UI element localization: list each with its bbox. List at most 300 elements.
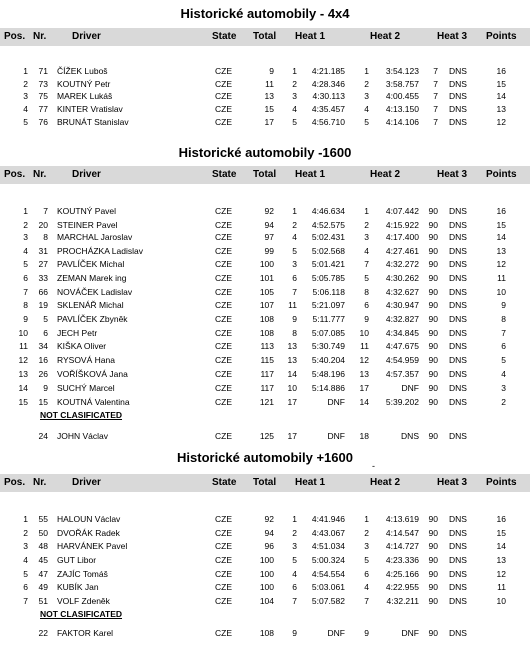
cell-total: 121: [259, 397, 274, 407]
cell-h3r: 90: [428, 555, 438, 565]
cell-h1r: 5: [292, 117, 297, 127]
column-header-heat3: Heat 3: [437, 31, 468, 42]
cell-pos: 1: [23, 206, 28, 216]
cell-h2t: 4:32.211: [386, 596, 419, 606]
cell-points: 11: [497, 582, 506, 592]
cell-h3r: 7: [433, 117, 438, 127]
cell-h1t: 4:28.346: [311, 79, 345, 89]
cell-h1t: 5:48.196: [311, 369, 345, 379]
cell-points: 4: [501, 369, 506, 379]
cell-pos: 2: [23, 79, 28, 89]
cell-h2r: 9: [364, 628, 369, 638]
column-header-total: Total: [253, 477, 277, 488]
cell-h1r: 1: [292, 206, 297, 216]
cell-h2r: 17: [359, 383, 369, 393]
cell-h3r: 7: [433, 66, 438, 76]
cell-h1r: 6: [292, 582, 297, 592]
cell-nr: 66: [38, 287, 48, 297]
cell-h3t: DNS: [449, 582, 467, 592]
cell-h1t: 4:21.185: [311, 66, 345, 76]
cell-h3t: DNS: [449, 431, 467, 441]
cell-driver: ČÍŽEK Luboš: [57, 66, 108, 76]
cell-h1r: 4: [292, 232, 297, 242]
cell-total: 117: [260, 383, 274, 393]
cell-pos: 8: [23, 300, 28, 310]
cell-total: 99: [264, 246, 274, 256]
cell-points: 5: [501, 355, 506, 365]
cell-h1r: 9: [292, 314, 297, 324]
cell-nr: 55: [38, 514, 48, 524]
cell-state: CZE: [215, 514, 232, 524]
cell-h1r: 13: [287, 355, 297, 365]
cell-h1t: 4:41.946: [311, 514, 345, 524]
cell-h3r: 90: [428, 220, 438, 230]
cell-nr: 73: [38, 79, 48, 89]
cell-driver: GUT Libor: [57, 555, 97, 565]
cell-pos: 12: [18, 355, 28, 365]
cell-points: 16: [496, 66, 506, 76]
cell-pos: 1: [23, 514, 28, 524]
cell-driver: PAVLÍČEK Zbyněk: [57, 314, 128, 324]
cell-h2r: 18: [359, 431, 369, 441]
cell-h3t: DNS: [449, 104, 467, 114]
cell-total: 96: [264, 541, 274, 551]
cell-total: 100: [259, 569, 274, 579]
cell-driver: BRUNÁT Stanislav: [57, 117, 129, 127]
cell-nr: 20: [38, 220, 48, 230]
cell-total: 100: [259, 582, 274, 592]
cell-state: CZE: [215, 220, 232, 230]
cell-h2r: 1: [364, 514, 369, 524]
cell-h1t: 5:40.204: [311, 355, 345, 365]
cell-h1r: 11: [288, 300, 297, 310]
cell-h2r: 10: [359, 328, 369, 338]
cell-pos: 2: [23, 220, 28, 230]
cell-state: CZE: [215, 528, 232, 538]
cell-h1r: 2: [292, 220, 297, 230]
cell-total: 108: [259, 628, 274, 638]
not-classified-heading: NOT CLASIFICATED: [40, 609, 123, 619]
cell-h2t: 4:07.442: [385, 206, 419, 216]
cell-h2r: 11: [360, 341, 369, 351]
column-header-heat2: Heat 2: [370, 169, 401, 180]
cell-total: 94: [264, 220, 274, 230]
cell-h2r: 2: [364, 220, 369, 230]
cell-state: CZE: [215, 259, 232, 269]
cell-driver: DVOŘÁK Radek: [57, 528, 120, 538]
cell-h1t: 5:21.097: [311, 300, 345, 310]
cell-total: 104: [259, 596, 274, 606]
cell-h3t: DNS: [449, 91, 467, 101]
column-header-points: Points: [486, 477, 517, 488]
cell-points: 14: [496, 541, 506, 551]
cell-nr: 50: [38, 528, 48, 538]
cell-points: 12: [496, 117, 506, 127]
cell-pos: 6: [23, 582, 28, 592]
cell-h3t: DNS: [449, 528, 467, 538]
cell-state: CZE: [215, 246, 232, 256]
section-title: Historické automobily - 4x4: [180, 6, 350, 21]
cell-h2t: DNF: [401, 628, 419, 638]
table-row: [0, 328, 530, 340]
cell-driver: JOHN Václav: [57, 431, 109, 441]
cell-h3t: DNS: [449, 383, 467, 393]
cell-h3t: DNS: [449, 117, 467, 127]
table-row: [0, 569, 530, 581]
cell-h2r: 4: [364, 246, 369, 256]
cell-nr: 49: [38, 582, 48, 592]
section-title: Historické automobily -1600: [178, 145, 352, 160]
cell-h2r: 5: [364, 555, 369, 565]
cell-state: CZE: [215, 582, 232, 592]
cell-h1t: 4:54.554: [311, 569, 345, 579]
cell-pos: 14: [18, 383, 28, 393]
cell-points: 15: [496, 79, 506, 89]
table-row: [0, 91, 530, 103]
cell-h3t: DNS: [449, 328, 467, 338]
cell-total: 11: [265, 79, 274, 89]
cell-total: 13: [264, 91, 274, 101]
column-header-pos: Pos.: [4, 169, 26, 180]
cell-h3r: 90: [428, 628, 438, 638]
cell-points: 9: [501, 300, 506, 310]
table-row: [0, 104, 530, 116]
cell-state: CZE: [215, 341, 232, 351]
cell-h3r: 90: [428, 431, 438, 441]
cell-pos: 5: [23, 569, 28, 579]
cell-h2t: 4:22.955: [385, 582, 419, 592]
cell-h3r: 7: [433, 91, 438, 101]
column-header-total: Total: [253, 31, 277, 42]
cell-points: 3: [501, 383, 506, 393]
cell-h3r: 90: [428, 300, 438, 310]
cell-nr: 5: [43, 314, 48, 324]
cell-h3t: DNS: [449, 314, 467, 324]
cell-h2t: 5:39.202: [385, 397, 419, 407]
cell-driver: HARVÁNEK Pavel: [57, 541, 128, 551]
cell-h2t: 4:13.150: [385, 104, 419, 114]
cell-driver: SKLENÁŘ Michal: [57, 300, 124, 310]
cell-h3t: DNS: [449, 569, 467, 579]
cell-nr: 71: [38, 66, 48, 76]
cell-h3t: DNS: [449, 596, 467, 606]
table-header: [0, 474, 530, 492]
table-row: [0, 528, 530, 540]
cell-h1r: 10: [287, 383, 297, 393]
cell-h1r: 1: [292, 514, 297, 524]
cell-h1r: 8: [292, 328, 297, 338]
cell-total: 100: [259, 259, 274, 269]
cell-nr: 45: [38, 555, 48, 565]
not-classified-heading: NOT CLASIFICATED: [40, 410, 123, 420]
cell-points: 14: [496, 232, 506, 242]
cell-state: CZE: [215, 328, 232, 338]
cell-h3r: 90: [428, 259, 438, 269]
cell-h1r: 3: [292, 541, 297, 551]
cell-driver: PAVLÍČEK Michal: [57, 259, 125, 269]
cell-h3t: DNS: [449, 232, 467, 242]
cell-h1r: 9: [292, 628, 297, 638]
table-row: [0, 246, 530, 258]
table-row: [0, 287, 530, 299]
cell-h1r: 5: [292, 246, 297, 256]
cell-points: 7: [501, 328, 506, 338]
cell-h1r: 4: [292, 569, 297, 579]
table-row: [0, 220, 530, 232]
cell-pos: 11: [19, 341, 28, 351]
cell-h3t: DNS: [449, 341, 467, 351]
cell-state: CZE: [215, 541, 232, 551]
cell-h3t: DNS: [449, 369, 467, 379]
column-header-driver: Driver: [72, 169, 101, 180]
cell-h2r: 1: [364, 206, 369, 216]
cell-h1t: 4:43.067: [311, 528, 345, 538]
table-row: [0, 555, 530, 567]
cell-h1r: 2: [292, 79, 297, 89]
column-header-pos: Pos.: [4, 31, 26, 42]
cell-h2t: DNF: [401, 383, 419, 393]
cell-pos: 4: [23, 246, 28, 256]
cell-pos: 3: [23, 91, 28, 101]
table-header: [0, 166, 530, 184]
cell-h2t: 4:32.627: [385, 287, 419, 297]
column-header-state: State: [212, 477, 237, 488]
section-title: Historické automobily +1600: [177, 450, 353, 465]
cell-h1t: 4:30.113: [312, 91, 345, 101]
cell-h3r: 90: [428, 528, 438, 538]
cell-nr: 34: [38, 341, 48, 351]
cell-h2t: 4:13.619: [385, 514, 419, 524]
cell-h3t: DNS: [449, 206, 467, 216]
cell-state: CZE: [215, 79, 232, 89]
cell-pos: 5: [23, 117, 28, 127]
cell-h1r: 2: [292, 528, 297, 538]
cell-points: 13: [496, 555, 506, 565]
cell-pos: 7: [23, 596, 28, 606]
cell-nr: 51: [38, 596, 48, 606]
cell-driver: KOUTNÝ Petr: [57, 79, 111, 89]
cell-driver: KUBÍK Jan: [57, 582, 99, 592]
cell-h1t: 5:02.568: [311, 246, 345, 256]
cell-state: CZE: [215, 596, 232, 606]
cell-nr: 19: [38, 300, 48, 310]
cell-pos: 13: [18, 369, 28, 379]
cell-points: 2: [501, 397, 506, 407]
cell-h2t: 4:57.357: [385, 369, 419, 379]
cell-h2r: 4: [364, 582, 369, 592]
cell-total: 125: [259, 431, 274, 441]
cell-nr: 33: [38, 273, 48, 283]
cell-h1t: 4:52.575: [311, 220, 345, 230]
cell-h1r: 7: [292, 596, 297, 606]
cell-points: 10: [496, 287, 506, 297]
cell-h1r: 5: [292, 555, 297, 565]
cell-points: 6: [501, 341, 506, 351]
cell-total: 117: [260, 369, 274, 379]
cell-h3r: 90: [428, 232, 438, 242]
cell-driver: FAKTOR Karel: [57, 628, 114, 638]
cell-h2t: 4:32.272: [385, 259, 419, 269]
cell-h3r: 90: [428, 369, 438, 379]
cell-total: 94: [264, 528, 274, 538]
cell-points: 13: [496, 246, 506, 256]
cell-driver: JECH Petr: [57, 328, 98, 338]
cell-h2t: 4:14.547: [385, 528, 419, 538]
cell-h2r: 12: [359, 355, 369, 365]
cell-h2r: 13: [359, 369, 369, 379]
cell-h1t: 4:51.034: [311, 541, 345, 551]
cell-points: 11: [497, 273, 506, 283]
cell-nr: 26: [38, 369, 48, 379]
cell-h3r: 90: [428, 582, 438, 592]
cell-h3r: 90: [428, 287, 438, 297]
cell-driver: PROCHÁZKA Ladislav: [57, 246, 143, 256]
column-header-heat1: Heat 1: [295, 31, 326, 42]
cell-h3r: 90: [428, 569, 438, 579]
cell-total: 9: [269, 66, 274, 76]
cell-h1t: 5:02.431: [311, 232, 345, 242]
cell-state: CZE: [215, 104, 232, 114]
cell-h3t: DNS: [449, 220, 467, 230]
table-row: [0, 232, 530, 244]
table-row: [0, 273, 530, 285]
cell-driver: VOŘÍŠKOVÁ Jana: [57, 369, 128, 379]
table-row: [0, 383, 530, 395]
cell-h2r: 7: [364, 596, 369, 606]
cell-driver: ZAJÍC Tomáš: [57, 569, 108, 579]
column-header-nr: Nr.: [33, 31, 47, 42]
table-row: [0, 259, 530, 271]
cell-state: CZE: [215, 314, 232, 324]
table-row: [0, 397, 530, 409]
cell-h3r: 90: [428, 514, 438, 524]
cell-h3t: DNS: [449, 628, 467, 638]
table-row: [0, 117, 530, 129]
column-header-driver: Driver: [72, 31, 101, 42]
cell-h2r: 5: [364, 273, 369, 283]
cell-h1r: 6: [292, 273, 297, 283]
cell-driver: KIŠKA Oliver: [57, 341, 107, 351]
cell-h1t: 5:06.118: [312, 287, 345, 297]
cell-h3r: 7: [433, 79, 438, 89]
cell-driver: KINTER Vratislav: [57, 104, 123, 114]
table-row: [0, 514, 530, 526]
table-row: [0, 300, 530, 312]
cell-total: 92: [264, 206, 274, 216]
cell-h2t: 4:30.262: [385, 273, 419, 283]
cell-points: 12: [496, 569, 506, 579]
cell-nr: 24: [38, 431, 48, 441]
cell-pos: 4: [23, 104, 28, 114]
cell-h2r: 7: [364, 259, 369, 269]
cell-nr: 16: [38, 355, 48, 365]
cell-h3t: DNS: [449, 287, 467, 297]
cell-state: CZE: [215, 206, 232, 216]
cell-h2r: 14: [359, 397, 369, 407]
cell-points: 15: [496, 528, 506, 538]
column-header-points: Points: [486, 169, 517, 180]
cell-h2t: 4:25.166: [385, 569, 419, 579]
cell-h1t: DNF: [327, 397, 345, 407]
cell-driver: KOUTNÝ Pavel: [57, 206, 117, 216]
column-header-total: Total: [253, 169, 277, 180]
cell-state: CZE: [215, 431, 232, 441]
cell-driver: MAREK Lukáš: [57, 91, 113, 101]
cell-h1r: 1: [292, 66, 297, 76]
table-row: [0, 66, 530, 78]
cell-points: 16: [496, 206, 506, 216]
cell-h3t: DNS: [449, 355, 467, 365]
cell-state: CZE: [215, 117, 232, 127]
cell-h1r: 4: [292, 104, 297, 114]
cell-total: 100: [259, 555, 274, 565]
cell-pos: 2: [23, 528, 28, 538]
cell-h3r: 90: [428, 206, 438, 216]
cell-h3t: DNS: [449, 66, 467, 76]
cell-nr: 15: [38, 397, 48, 407]
cell-nr: 31: [38, 246, 48, 256]
cell-h2r: 9: [364, 314, 369, 324]
cell-total: 113: [260, 341, 274, 351]
table-row: [0, 341, 530, 353]
cell-nr: 27: [38, 259, 48, 269]
cell-total: 107: [259, 300, 274, 310]
cell-h3r: 90: [428, 383, 438, 393]
table-row: [0, 206, 530, 218]
cell-h1t: 5:00.324: [311, 555, 345, 565]
stray-mark: -: [372, 461, 375, 471]
cell-points: 14: [496, 91, 506, 101]
cell-h2r: 6: [364, 300, 369, 310]
cell-total: 15: [264, 104, 274, 114]
table-row: [0, 369, 530, 381]
cell-h1t: DNF: [327, 431, 345, 441]
cell-h3t: DNS: [449, 79, 467, 89]
cell-driver: MARCHAL Jaroslav: [57, 232, 133, 242]
cell-nr: 47: [38, 569, 48, 579]
cell-h1r: 17: [287, 431, 297, 441]
cell-h2r: 3: [364, 232, 369, 242]
column-header-nr: Nr.: [33, 169, 47, 180]
cell-h3r: 90: [428, 397, 438, 407]
cell-state: CZE: [215, 66, 232, 76]
cell-h2r: 4: [364, 104, 369, 114]
cell-nr: 8: [43, 232, 48, 242]
column-header-heat2: Heat 2: [370, 477, 401, 488]
column-header-driver: Driver: [72, 477, 101, 488]
cell-pos: 1: [23, 66, 28, 76]
cell-h3r: 90: [428, 596, 438, 606]
cell-total: 115: [260, 355, 274, 365]
cell-h2t: 4:23.336: [385, 555, 419, 565]
cell-pos: 6: [23, 273, 28, 283]
cell-h3t: DNS: [449, 514, 467, 524]
cell-nr: 9: [43, 383, 48, 393]
cell-points: 8: [501, 314, 506, 324]
cell-pos: 9: [23, 314, 28, 324]
cell-h1t: 5:03.061: [311, 582, 345, 592]
cell-h3t: DNS: [449, 246, 467, 256]
cell-h2r: 1: [364, 66, 369, 76]
cell-h1t: 4:35.457: [311, 104, 345, 114]
column-header-heat3: Heat 3: [437, 169, 468, 180]
cell-h2t: 4:14.106: [385, 117, 419, 127]
cell-h1r: 17: [287, 397, 297, 407]
table-header: [0, 28, 530, 46]
column-header-state: State: [212, 31, 237, 42]
cell-h2t: 4:14.727: [385, 541, 419, 551]
column-header-nr: Nr.: [33, 477, 47, 488]
